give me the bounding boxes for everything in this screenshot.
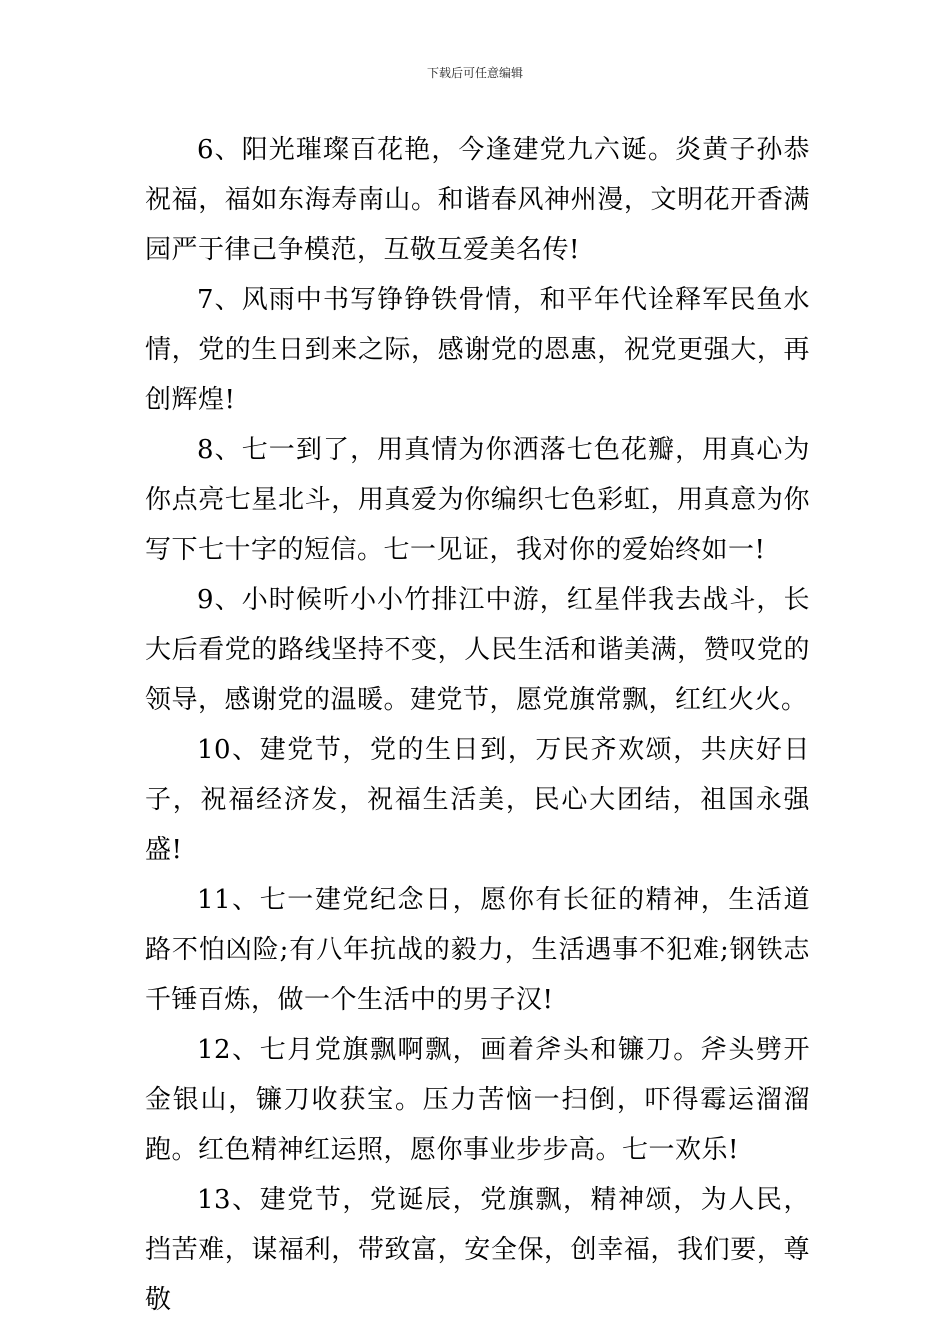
paragraph-7: 7、风雨中书写铮铮铁骨情，和平年代诠释军民鱼水情，党的生日到来之际，感谢党的恩惠，祝党更强大，再创辉煌! <box>145 285 810 415</box>
paragraph-12: 12、七月党旗飘啊飘，画着斧头和镰刀。斧头劈开金银山，镰刀收获宝。压力苦恼一扫倒，吓得霉运溜溜跑。红色精神红运照，愿你事业步步高。七一欢乐! <box>145 1035 810 1165</box>
paragraph-8: 8、七一到了，用真情为你洒落七色花瓣，用真心为你点亮七星北斗，用真爱为你编织七色彩虹，用真意为你写下七十字的短信。七一见证，我对你的爱始终如一! <box>145 435 810 565</box>
paragraph-13: 13、建党节，党诞辰，党旗飘，精神颂，为人民，挡苦难，谋福利，带致富，安全保，创幸福，我们要，尊敬 <box>145 1185 810 1315</box>
document-body <box>145 125 810 1325</box>
paragraph-11: 11、七一建党纪念日，愿你有长征的精神，生活道路不怕凶险;有八年抗战的毅力，生活遇事不犯难;钢铁志千锤百炼，做一个生活中的男子汉! <box>145 885 810 1015</box>
paragraph-9: 9、小时候听小小竹排江中游，红星伴我去战斗，长大后看党的路线坚持不变，人民生活和谐美满，赞叹党的领导，感谢党的温暖。建党节，愿党旗常飘，红红火火。 <box>145 585 810 715</box>
paragraph-10: 10、建党节，党的生日到，万民齐欢颂，共庆好日子，祝福经济发，祝福生活美，民心大团结，祖国永强盛! <box>145 735 810 865</box>
page-header: 下载后可任意编辑 <box>426 66 523 80</box>
paragraph-6: 6、阳光璀璨百花艳，今逢建党九六诞。炎黄子孙恭祝福，福如东海寿南山。和谐春风神州漫，文明花开香满园严于律己争模范，互敬互爱美名传! <box>145 135 810 265</box>
